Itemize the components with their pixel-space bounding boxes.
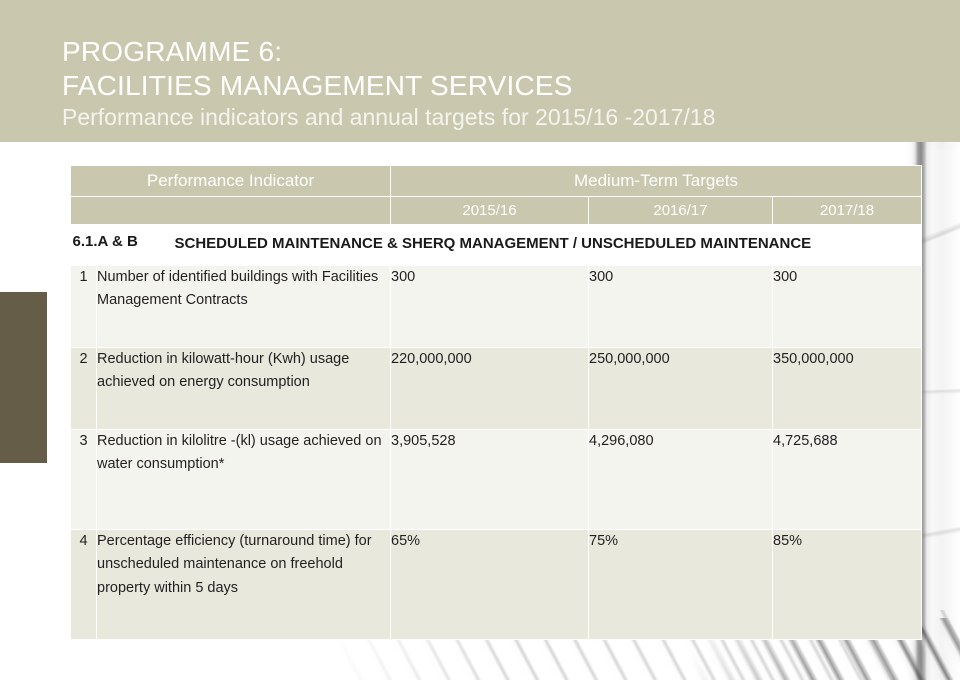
table-head xyxy=(71,166,922,225)
row-target-2015-16: 3,905,528 xyxy=(391,429,589,529)
row-indicator: Number of identified buildings with Facilities Management Contracts xyxy=(97,265,391,347)
row-number: 1 xyxy=(71,265,97,347)
row-target-2017-18: 300 xyxy=(773,265,922,347)
group-heading-title-cell xyxy=(174,225,922,266)
table-body xyxy=(71,225,922,640)
page-title-line2: FACILITIES MANAGEMENT SERVICES xyxy=(62,70,573,101)
table-header-row-2 xyxy=(71,197,922,225)
table-row xyxy=(71,429,922,529)
table-row xyxy=(71,347,922,429)
group-code: 6.1.A & B xyxy=(72,233,138,250)
accent-block xyxy=(0,292,47,463)
row-target-2017-18: 350,000,000 xyxy=(773,347,922,429)
row-indicator: Reduction in kilowatt-hour (Kwh) usage achieved on energy consumption xyxy=(97,347,391,429)
column-header-spacer xyxy=(71,197,391,225)
row-number: 4 xyxy=(71,529,97,639)
row-target-2015-16: 65% xyxy=(391,529,589,639)
column-header-performance-indicator: Performance Indicator xyxy=(71,166,391,197)
column-header-year-2017-18: 2017/18 xyxy=(773,197,922,225)
row-target-2017-18: 4,725,688 xyxy=(773,429,922,529)
row-target-2015-16: 300 xyxy=(391,265,589,347)
row-number: 2 xyxy=(71,347,97,429)
row-indicator: Percentage efficiency (turnaround time) for unscheduled maintenance on freehold property within 5 days xyxy=(97,529,391,639)
row-target-2016-17: 4,296,080 xyxy=(589,429,773,529)
row-target-2016-17: 75% xyxy=(589,529,773,639)
page-subtitle: Performance indicators and annual targets for 2015/16 -2017/18 xyxy=(62,104,716,130)
performance-indicator-table-wrapper xyxy=(70,165,921,640)
row-target-2015-16: 220,000,000 xyxy=(391,347,589,429)
performance-indicator-table xyxy=(70,165,922,640)
page-title-line1: PROGRAMME 6: xyxy=(62,36,283,67)
table-row xyxy=(71,265,922,347)
row-target-2016-17: 250,000,000 xyxy=(589,347,773,429)
group-title: SCHEDULED MAINTENANCE & SHERQ MANAGEMENT / UNSCHEDULED MAINTENANCE xyxy=(174,235,812,252)
row-number: 3 xyxy=(71,429,97,529)
table-header-row-1 xyxy=(71,166,922,197)
table-row xyxy=(71,529,922,639)
column-header-year-2016-17: 2016/17 xyxy=(589,197,773,225)
column-header-medium-term-targets: Medium-Term Targets xyxy=(391,166,922,197)
row-target-2017-18: 85% xyxy=(773,529,922,639)
group-heading-row xyxy=(71,225,922,266)
column-header-year-2015-16: 2015/16 xyxy=(391,197,589,225)
title-band xyxy=(0,0,960,142)
row-indicator: Reduction in kilolitre -(kl) usage achieved on water consumption* xyxy=(97,429,391,529)
row-target-2016-17: 300 xyxy=(589,265,773,347)
